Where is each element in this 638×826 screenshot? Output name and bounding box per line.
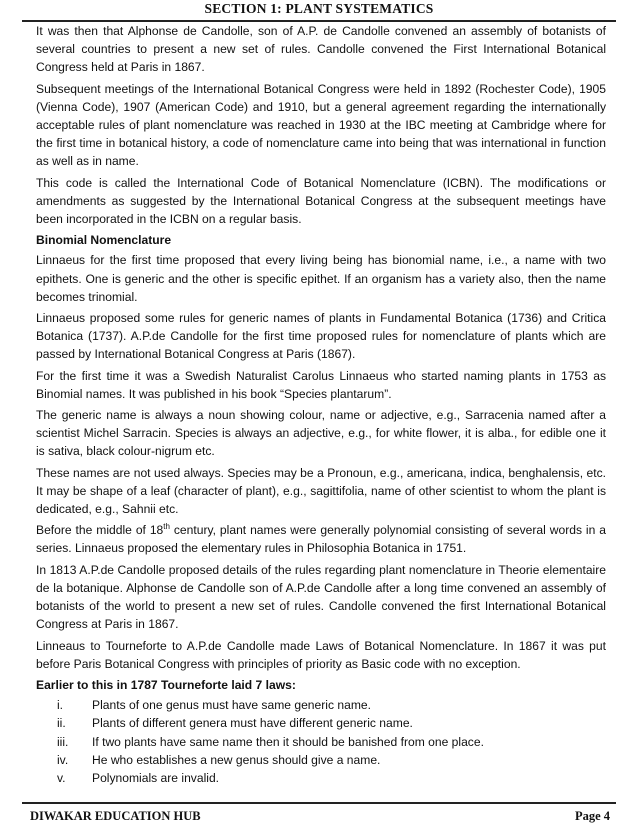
paragraph-polynomial-end: century, plant names were generally polynomial consisting of several words in a series. Linnaeus proposed the elementary rules in Philosophia Botanica in 1751.: [36, 523, 606, 556]
list-number: i.: [57, 698, 64, 713]
section-title: SECTION 1: PLANT SYSTEMATICS: [204, 1, 434, 16]
paragraph-linnaeus-binomial: Linnaeus for the first time proposed that every living being has bionomial name, i.e., a name with two epithets. One is generic and the other is specific epithet. If an organism has a variety also, then the name becomes trinomial.: [36, 253, 606, 304]
list-text: Plants of different genera must have different generic name.: [92, 716, 413, 731]
list-item: [36, 751, 606, 769]
page-footer: [22, 802, 616, 826]
superscript-th: th: [163, 522, 170, 532]
publisher-name: DIWAKAR EDUCATION HUB: [30, 809, 201, 823]
paragraph-subsequent-meetings: Subsequent meetings of the International Botanical Congress were held in 1892 (Rochester Code), 1905 (Vienna Code), 1907 (American Code) and 1910, but a general agreement regarding the internationally acceptable rules of plant nomenclature was reached in 1930 at the IBC meeting at Cambridge where for the first time in botanical history, a code of nomenclature came into being that was international in function as well as in name.: [36, 81, 606, 169]
list-text: Polynomials are invalid.: [92, 770, 220, 785]
list-text: He who establishes a new genus should give a name.: [92, 752, 381, 767]
list-item: [36, 696, 606, 714]
list-text: Plants of one genus must have same generic name.: [92, 698, 371, 713]
list-number: ii.: [57, 716, 66, 731]
paragraph-generic-name: The generic name is always a noun showing colour, name or adjective, e.g., Sarracenia named after a scientist Michel Sarracin. Species is always an adjective, e.g., for white flower, it is alba., for edible one it is sativa, black colour-nigrum etc.: [36, 408, 606, 459]
laws-list: [36, 696, 606, 787]
list-number: v.: [57, 770, 66, 785]
paragraph-species-names: These names are not used always. Species may be a Pronoun, e.g., americana, indica, benghalensis, etc. It may be shape of a leaf (character of plant), e.g., sagittifolia, name of other scientist to whom the plant is dedicated, e.g., Sahnii etc.: [36, 465, 606, 517]
page-content: [36, 22, 606, 800]
heading-tourneforte-laws: Earlier to this in 1787 Tourneforte laid 7 laws:: [36, 677, 296, 692]
paragraph-icbn: This code is called the International Code of Botanical Nomenclature (ICBN). The modifications or amendments as suggested by the International Botanical Congress at the subsequent meetings have been incorporated in the ICBN on a regular basis.: [36, 175, 606, 227]
page-number: Page 4: [574, 809, 610, 823]
list-text: If two plants have same name then it should be banished from one place.: [92, 734, 484, 749]
paragraph-theorie-elementaire: In 1813 A.P.de Candolle proposed details of the rules regarding plant nomenclature in Theorie elementaire de la botanique. Alphonse de Candolle son of A.P.de Candolle after a long time convened an assembly of botanists of the world to present a new set of rules. Candolle convened the first International Botanical Congress at Paris in 1867.: [36, 562, 606, 632]
page-header: [22, 0, 616, 22]
paragraph-polynomial-start: Before the middle of 18: [36, 523, 164, 538]
paragraph-species-plantarum: For the first time it was a Swedish Naturalist Carolus Linnaeus who started naming plants in 1753 as Binomial names. It was published in his book “Species plantarum”.: [36, 368, 606, 401]
list-item: [36, 769, 606, 787]
paragraph-linnaeus-rules: Linnaeus proposed some rules for generic names of plants in Fundamental Botanica (1736) and Critica Botanica (1737). A.P.de Candolle for the first time proposed rules for nomenclature of plants which are passed by International Botanical Congress at Paris (1867).: [36, 311, 606, 362]
list-item: [36, 714, 606, 732]
paragraph-candolle-assembly: It was then that Alphonse de Candolle, son of A.P. de Candolle convened an assembly of botanists of several countries to present a new set of rules. Candolle convened the First International Botanical Congress held at Paris in 1867.: [36, 24, 606, 75]
list-item: [36, 733, 606, 751]
paragraph-laws: Linneaus to Tourneforte to A.P.de Candolle made Laws of Botanical Nomenclature. In 1867 it was put before Paris Botanical Congress with principles of priority as Basic code with no exception.: [36, 638, 606, 671]
list-number: iv.: [57, 752, 69, 767]
list-number: iii.: [57, 734, 69, 749]
heading-binomial-nomenclature: Binomial Nomenclature: [36, 233, 172, 248]
paragraph-polynomial: [36, 521, 606, 557]
